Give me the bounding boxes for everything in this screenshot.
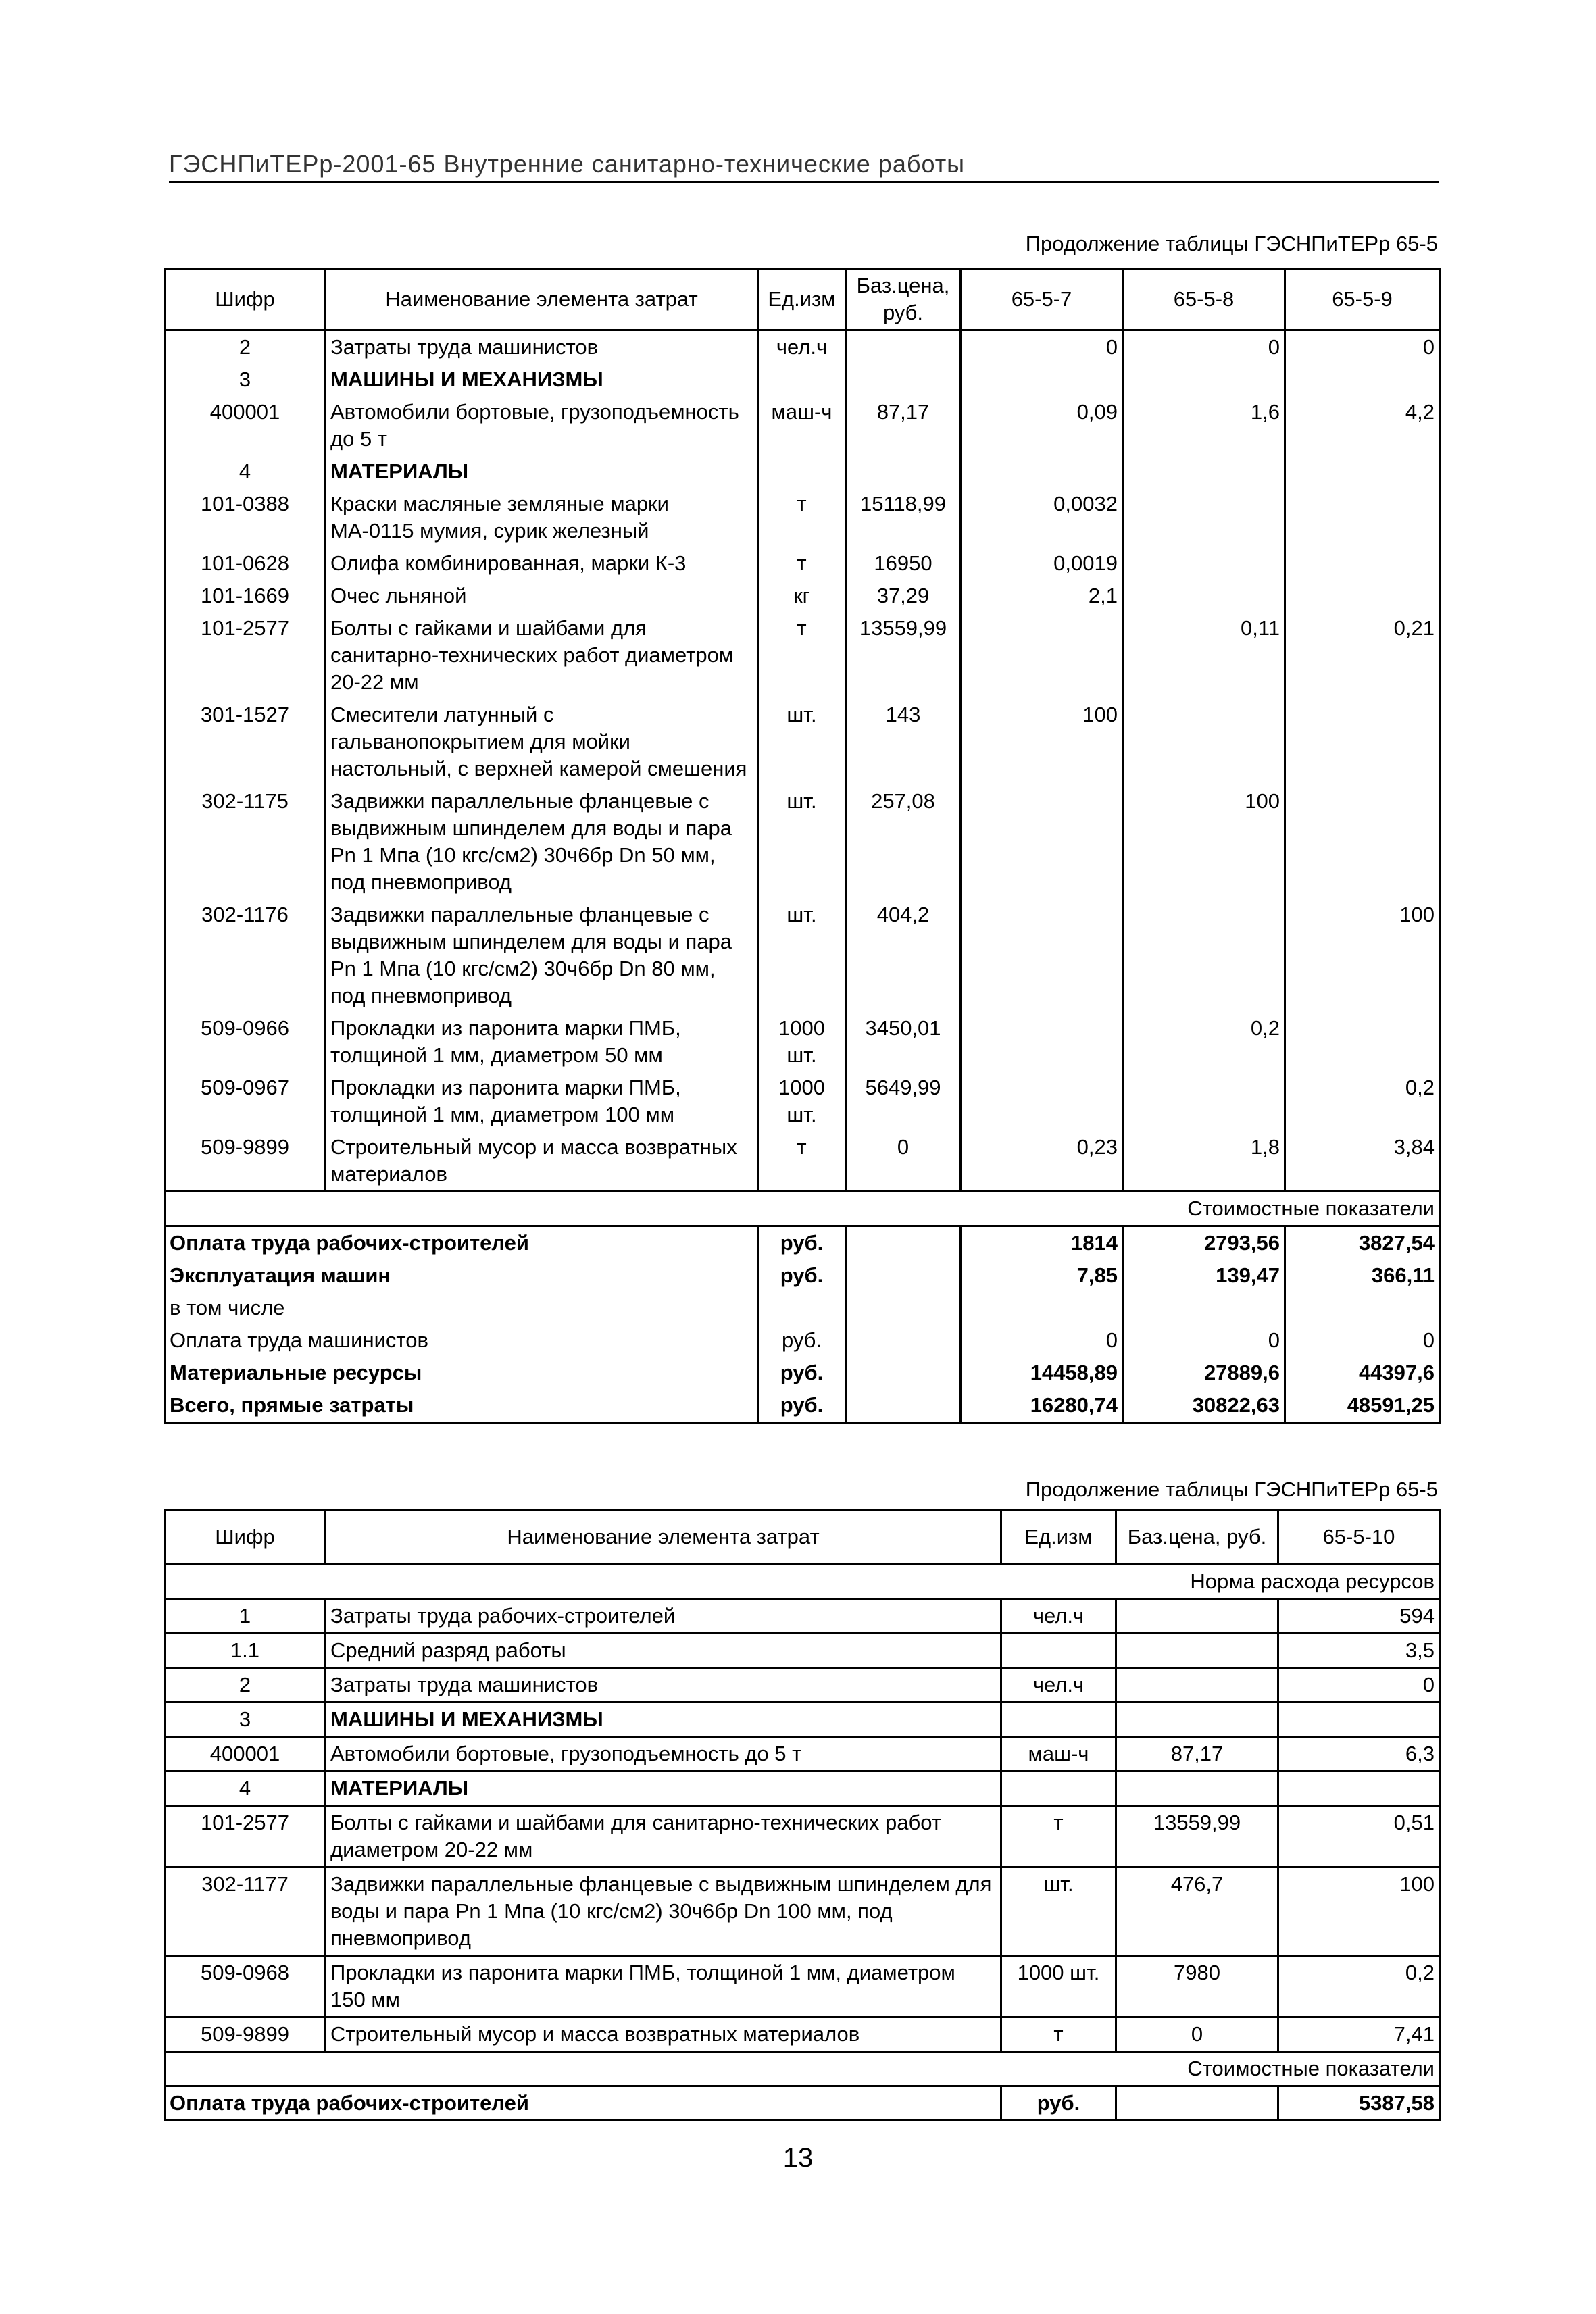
price-cell: [846, 363, 961, 396]
value-cell: [1285, 363, 1440, 396]
name-cell: Строительный мусор и масса возвратных материалов: [326, 2017, 1001, 2052]
cost-header: Стоимостные показатели: [165, 1192, 1440, 1226]
unit-cell: 1000 шт.: [778, 1076, 825, 1126]
totals-label: Оплата труда рабочих-строителей: [165, 1226, 758, 1260]
table-row: [165, 1634, 1440, 1668]
value-cell: 2,1: [961, 580, 1123, 612]
code-cell: 1.1: [230, 1638, 260, 1662]
value-cell: 7,41: [1393, 2022, 1435, 2046]
price-cell: [1116, 1634, 1278, 1668]
name-cell: Болты с гайками и шайбами для санитарно-технических работ диаметром 20-22 мм: [326, 612, 758, 699]
price-cell: 3450,01: [846, 1012, 961, 1072]
name-cell: Средний разряд работы: [326, 1634, 1001, 1668]
value-cell: 1,8: [1123, 1131, 1285, 1192]
value-cell: [1285, 785, 1440, 899]
value-cell: 0,51: [1393, 1811, 1435, 1834]
code-cell: 4: [239, 459, 251, 483]
unit-cell: [758, 1292, 846, 1324]
value-cell: 0: [1123, 1324, 1285, 1357]
price-cell: 87,17: [1116, 1737, 1278, 1771]
value-cell: 5387,58: [1358, 2091, 1435, 2115]
value-cell: 4,2: [1405, 400, 1435, 424]
code-cell: 509-0966: [200, 1016, 289, 1040]
totals-row: [165, 1357, 1440, 1389]
price-cell: 257,08: [846, 785, 961, 899]
name-cell: Прокладки из паронита марки ПМБ, толщиной 1 мм, диаметром 50 мм: [326, 1012, 758, 1072]
totals-label: Оплата труда рабочих-строителей: [165, 2086, 1001, 2121]
col-header: 65-5-7: [961, 269, 1123, 330]
table-row: [165, 330, 1440, 364]
value-cell: 0,0019: [961, 547, 1123, 580]
price-cell: [1116, 1599, 1278, 1634]
value-cell: 48591,25: [1347, 1393, 1435, 1417]
price-cell: [846, 1259, 961, 1292]
resource-table-1: [164, 268, 1441, 1424]
code-cell: 101-0388: [200, 492, 289, 515]
value-cell: [1285, 1292, 1440, 1324]
name-cell: Затраты труда машинистов: [326, 1668, 1001, 1703]
unit-cell: чел.ч: [776, 335, 828, 359]
code-cell: 301-1527: [200, 703, 289, 726]
value-cell: [1285, 547, 1440, 580]
table-row: [165, 1012, 1440, 1072]
price-cell: 0: [846, 1131, 961, 1192]
norm-header-row: [165, 1565, 1440, 1599]
value-cell: 0,11: [1123, 612, 1285, 699]
value-cell: [1123, 363, 1285, 396]
code-cell: 509-0967: [200, 1076, 289, 1099]
code-cell: 101-1669: [200, 584, 289, 607]
table-row: [165, 580, 1440, 612]
table-row: [165, 1072, 1440, 1131]
value-cell: [961, 785, 1123, 899]
price-cell: 13559,99: [846, 612, 961, 699]
table-row: [165, 455, 1440, 488]
value-cell: [1285, 580, 1440, 612]
value-cell: [1123, 488, 1285, 547]
col-header: 65-5-8: [1123, 269, 1285, 330]
table-row: [165, 1599, 1440, 1634]
totals-row: [165, 1389, 1440, 1423]
value-cell: 100: [1123, 785, 1285, 899]
value-cell: [961, 363, 1123, 396]
value-cell: 0,2: [1123, 1012, 1285, 1072]
value-cell: [961, 1292, 1123, 1324]
value-cell: [961, 1072, 1123, 1131]
name-cell: Прокладки из паронита марки ПМБ, толщиной 1 мм, диаметром 100 мм: [326, 1072, 758, 1131]
price-cell: 13559,99: [1116, 1806, 1278, 1867]
value-cell: 366,11: [1371, 1263, 1435, 1287]
col-header: Ед.изм: [1001, 1510, 1116, 1565]
totals-label: Оплата труда машинистов: [165, 1324, 758, 1357]
value-cell: 27889,6: [1123, 1357, 1285, 1389]
name-cell: Задвижки параллельные фланцевые с выдвижным шпинделем для воды и пара Pn 1 Мпа (10 кгс/см2) 30ч6бр Dn 80 мм, под пневмопривод: [326, 899, 758, 1012]
value-cell: 0,23: [961, 1131, 1123, 1192]
unit-cell: руб.: [1037, 2091, 1080, 2115]
totals-row: [165, 1324, 1440, 1357]
value-cell: 0,21: [1393, 616, 1435, 640]
col-header: Ед.изм: [758, 269, 846, 330]
table-row: [165, 1703, 1440, 1737]
name-cell: Затраты труда машинистов: [326, 330, 758, 364]
code-cell: 302-1176: [201, 903, 289, 926]
cost-header: Стоимостные показатели: [165, 2052, 1440, 2086]
name-cell: Строительный мусор и масса возвратных материалов: [326, 1131, 758, 1192]
price-cell: [846, 1357, 961, 1389]
code-cell: 2: [239, 1673, 251, 1696]
price-cell: 87,17: [846, 396, 961, 455]
table2-caption: Продолжение таблицы ГЭСНПиТЕРр 65-5: [1025, 1478, 1438, 1501]
col-header: Шифр: [165, 269, 326, 330]
value-cell: 3,5: [1405, 1638, 1435, 1662]
name-cell: Прокладки из паронита марки ПМБ, толщиной 1 мм, диаметром 150 мм: [326, 1956, 1001, 2017]
value-cell: [1285, 1012, 1440, 1072]
price-cell: 476,7: [1116, 1867, 1278, 1956]
totals-label: Материальные ресурсы: [165, 1357, 758, 1389]
value-cell: 44397,6: [1358, 1361, 1435, 1384]
name-cell: Олифа комбинированная, марки К-3: [326, 547, 758, 580]
price-cell: 5649,99: [846, 1072, 961, 1131]
table-header-row: [165, 269, 1440, 330]
table-row: [165, 1956, 1440, 2017]
price-cell: 15118,99: [846, 488, 961, 547]
col-header: Наименование элемента затрат: [326, 1510, 1001, 1565]
table-row: [165, 2017, 1440, 2052]
table-row: [165, 1668, 1440, 1703]
cost-header-row: [165, 1192, 1440, 1226]
value-cell: [1285, 699, 1440, 785]
unit-cell: шт.: [787, 903, 817, 926]
value-cell: [1285, 488, 1440, 547]
value-cell: 0,2: [1405, 1961, 1435, 1984]
unit-cell: маш-ч: [1028, 1742, 1089, 1765]
name-cell: МАТЕРИАЛЫ: [326, 1771, 1001, 1806]
unit-cell: шт.: [1043, 1872, 1074, 1896]
price-cell: 16950: [846, 547, 961, 580]
price-cell: [846, 330, 961, 364]
table-row: [165, 1131, 1440, 1192]
table-row: [165, 899, 1440, 1012]
value-cell: 0: [1422, 335, 1435, 359]
code-cell: 302-1177: [201, 1872, 289, 1896]
name-cell: МАТЕРИАЛЫ: [326, 455, 758, 488]
price-cell: [1116, 1668, 1278, 1703]
value-cell: 3827,54: [1358, 1231, 1435, 1255]
price-cell: 143: [846, 699, 961, 785]
table-row: [165, 699, 1440, 785]
unit-cell: [758, 363, 846, 396]
unit-cell: т: [797, 1135, 807, 1159]
unit-cell: шт.: [787, 789, 817, 813]
code-cell: 2: [239, 335, 251, 359]
unit-cell: т: [797, 616, 807, 640]
table-row: [165, 488, 1440, 547]
page-number: 13: [782, 2143, 814, 2173]
unit-cell: руб.: [780, 1361, 824, 1384]
value-cell: 0,2: [1405, 1076, 1435, 1099]
value-cell: [1123, 547, 1285, 580]
name-cell: МАШИНЫ И МЕХАНИЗМЫ: [326, 363, 758, 396]
value-cell: [1278, 1771, 1440, 1806]
table-row: [165, 785, 1440, 899]
name-cell: Задвижки параллельные фланцевые с выдвижным шпинделем для воды и пара Pn 1 Мпа (10 кгс/см2) 30ч6бр Dn 50 мм, под пневмопривод: [326, 785, 758, 899]
running-header: ГЭСНПиТЕРр-2001-65 Внутренние санитарно-технические работы: [169, 150, 1439, 183]
totals-row: [165, 2086, 1440, 2121]
code-cell: 4: [239, 1776, 251, 1800]
value-cell: 100: [961, 699, 1123, 785]
value-cell: 0: [961, 1324, 1123, 1357]
unit-cell: т: [797, 551, 807, 575]
unit-cell: чел.ч: [1032, 1673, 1084, 1696]
code-cell: 302-1175: [201, 789, 289, 813]
value-cell: 3,84: [1393, 1135, 1435, 1159]
unit-cell: маш-ч: [771, 400, 832, 424]
table1-caption: Продолжение таблицы ГЭСНПиТЕРр 65-5: [1025, 232, 1438, 255]
code-cell: 400001: [209, 400, 280, 424]
name-cell: Затраты труда рабочих-строителей: [326, 1599, 1001, 1634]
code-cell: 3: [239, 368, 251, 391]
code-cell: 101-2577: [200, 616, 289, 640]
unit-cell: руб.: [781, 1328, 822, 1352]
value-cell: [961, 612, 1123, 699]
value-cell: 0: [1422, 1328, 1435, 1352]
unit-cell: руб.: [780, 1263, 824, 1287]
unit-cell: [1001, 1771, 1116, 1806]
value-cell: 7,85: [961, 1259, 1123, 1292]
price-cell: 7980: [1116, 1956, 1278, 2017]
name-cell: Краски масляные земляные марки МА-0115 мумия, сурик железный: [326, 488, 758, 547]
table-row: [165, 363, 1440, 396]
totals-row: [165, 1292, 1440, 1324]
price-cell: [1116, 1703, 1278, 1737]
value-cell: 1,6: [1123, 396, 1285, 455]
col-header: 65-5-10: [1278, 1510, 1440, 1565]
table-row: [165, 1737, 1440, 1771]
unit-cell: руб.: [780, 1393, 824, 1417]
code-cell: 101-0628: [200, 551, 289, 575]
table-header-row: [165, 1510, 1440, 1565]
value-cell: 0,09: [961, 396, 1123, 455]
col-header: Баз.цена, руб.: [846, 269, 961, 330]
value-cell: 139,47: [1123, 1259, 1285, 1292]
value-cell: 100: [1399, 903, 1435, 926]
price-cell: [846, 1389, 961, 1423]
totals-label: в том числе: [165, 1292, 758, 1324]
col-header: Наименование элемента затрат: [326, 269, 758, 330]
table-row: [165, 612, 1440, 699]
value-cell: [1285, 455, 1440, 488]
value-cell: [1123, 899, 1285, 1012]
unit-cell: 1000 шт.: [1017, 1961, 1100, 1984]
table-row: [165, 1867, 1440, 1956]
value-cell: 0: [1123, 330, 1285, 364]
unit-cell: шт.: [787, 703, 817, 726]
value-cell: [961, 1012, 1123, 1072]
unit-cell: [1001, 1634, 1116, 1668]
name-cell: Автомобили бортовые, грузоподъемность до 5 т: [326, 1737, 1001, 1771]
value-cell: [1123, 455, 1285, 488]
price-cell: [1116, 1771, 1278, 1806]
value-cell: 0,0032: [961, 488, 1123, 547]
totals-label: Эксплуатация машин: [165, 1259, 758, 1292]
col-header: 65-5-9: [1285, 269, 1440, 330]
value-cell: 100: [1399, 1872, 1435, 1896]
unit-cell: т: [797, 492, 807, 515]
value-cell: 594: [1399, 1604, 1435, 1628]
unit-cell: 1000 шт.: [778, 1016, 825, 1067]
unit-cell: [758, 455, 846, 488]
code-cell: 400001: [209, 1742, 280, 1765]
value-cell: 0: [961, 330, 1123, 364]
value-cell: [1123, 1072, 1285, 1131]
code-cell: 3: [239, 1707, 251, 1731]
price-cell: [1116, 2086, 1278, 2121]
price-cell: 0: [1116, 2017, 1278, 2052]
value-cell: [961, 455, 1123, 488]
price-cell: 37,29: [846, 580, 961, 612]
unit-cell: кг: [793, 584, 810, 607]
value-cell: [1123, 1292, 1285, 1324]
value-cell: [1123, 580, 1285, 612]
cost-header-row: [165, 2052, 1440, 2086]
value-cell: 30822,63: [1123, 1389, 1285, 1423]
value-cell: 1814: [961, 1226, 1123, 1260]
col-header: Шифр: [165, 1510, 326, 1565]
name-cell: Смесители латунный с гальванопокрытием для мойки настольный, с верхней камерой смешения: [326, 699, 758, 785]
unit-cell: чел.ч: [1032, 1604, 1084, 1628]
name-cell: МАШИНЫ И МЕХАНИЗМЫ: [326, 1703, 1001, 1737]
code-cell: 509-9899: [200, 1135, 289, 1159]
value-cell: [1123, 699, 1285, 785]
col-header: Баз.цена, руб.: [1116, 1510, 1278, 1565]
name-cell: Задвижки параллельные фланцевые с выдвижным шпинделем для воды и пара Pn 1 Мпа (10 кгс/см2) 30ч6бр Dn 100 мм, под пневмопривод: [326, 1867, 1001, 1956]
value-cell: 0: [1422, 1673, 1435, 1696]
name-cell: Автомобили бортовые, грузоподъемность до 5 т: [326, 396, 758, 455]
price-cell: [846, 1292, 961, 1324]
code-cell: 509-9899: [200, 2022, 289, 2046]
table-row: [165, 396, 1440, 455]
value-cell: [1278, 1703, 1440, 1737]
totals-label: Всего, прямые затраты: [165, 1389, 758, 1423]
table-row: [165, 1806, 1440, 1867]
unit-cell: т: [1053, 2022, 1064, 2046]
price-cell: [846, 455, 961, 488]
norm-header: Норма расхода ресурсов: [165, 1565, 1440, 1599]
unit-cell: [1001, 1703, 1116, 1737]
unit-cell: т: [1053, 1811, 1064, 1834]
table-row: [165, 547, 1440, 580]
value-cell: 14458,89: [961, 1357, 1123, 1389]
totals-row: [165, 1259, 1440, 1292]
name-cell: Болты с гайками и шайбами для санитарно-технических работ диаметром 20-22 мм: [326, 1806, 1001, 1867]
value-cell: [961, 899, 1123, 1012]
name-cell: Очес льняной: [326, 580, 758, 612]
value-cell: 16280,74: [961, 1389, 1123, 1423]
price-cell: [846, 1324, 961, 1357]
code-cell: 1: [239, 1604, 251, 1628]
unit-cell: руб.: [780, 1231, 824, 1255]
totals-row: [165, 1226, 1440, 1260]
code-cell: 509-0968: [200, 1961, 289, 1984]
price-cell: [846, 1226, 961, 1260]
code-cell: 101-2577: [200, 1811, 289, 1834]
table-row: [165, 1771, 1440, 1806]
price-cell: 404,2: [846, 899, 961, 1012]
resource-table-2: [164, 1509, 1441, 2121]
value-cell: 2793,56: [1123, 1226, 1285, 1260]
value-cell: 6,3: [1405, 1742, 1435, 1765]
